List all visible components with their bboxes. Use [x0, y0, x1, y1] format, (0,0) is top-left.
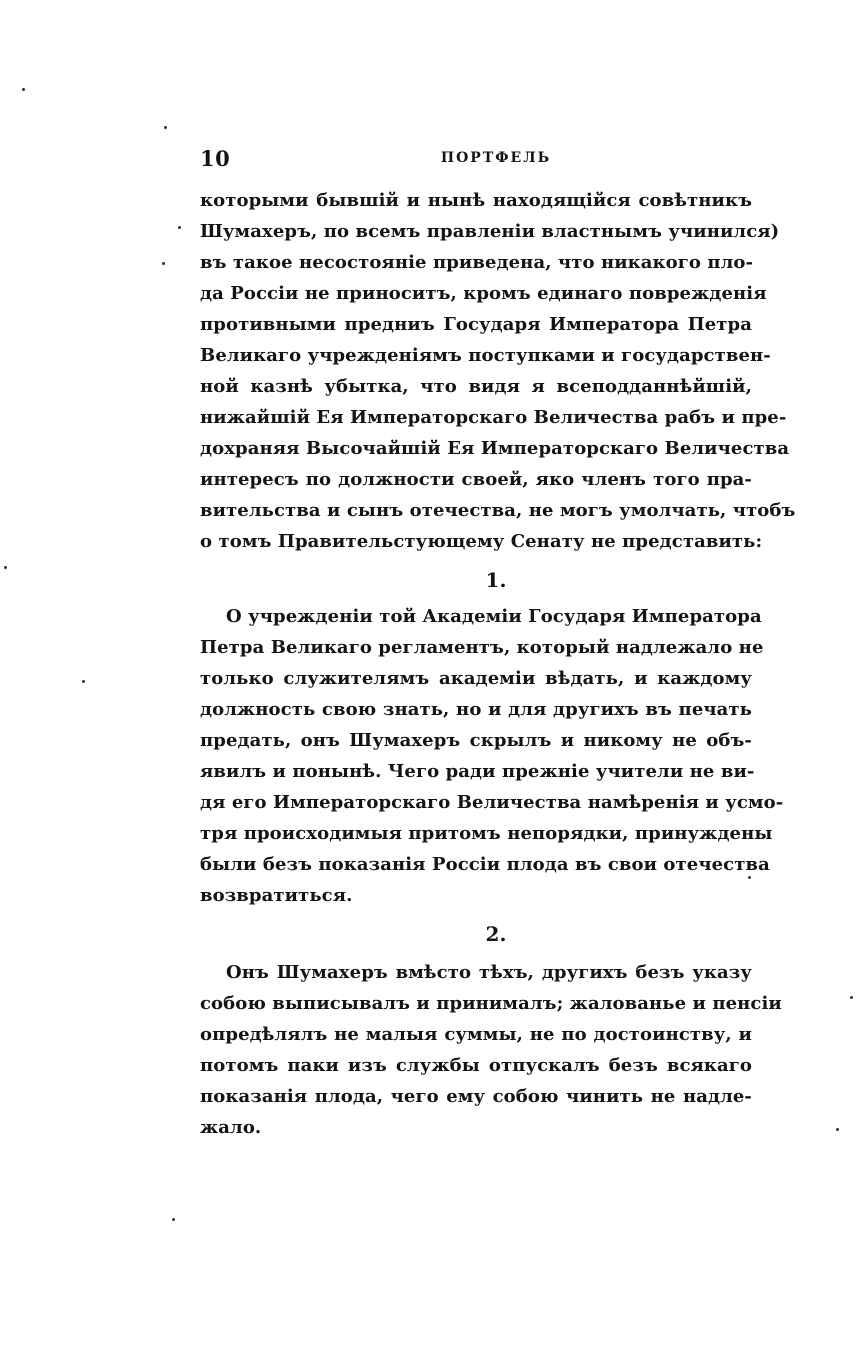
text-line: которыми бывшій и нынѣ находящійся совѣтникъ: [200, 190, 752, 211]
section-2-line: показанія плода, чего ему собою чинить не надле-: [200, 1086, 752, 1107]
section-2-line: потомъ паки изъ службы отпускалъ безъ всякаго: [200, 1055, 752, 1076]
scan-speck: [172, 1218, 175, 1221]
section-2-line: Онъ Шумахеръ вмѣсто тѣхъ, другихъ безъ указу: [226, 962, 752, 983]
section-1-line: явилъ и понынѣ. Чего ради прежніе учители не ви-: [200, 761, 755, 782]
section-1-line: Петра Великаго регламентъ, который надлежало не: [200, 637, 764, 658]
text-line: противными предниъ Государя Императора Петра: [200, 314, 752, 335]
section-1-line: предать, онъ Шумахеръ скрылъ и никому не объ-: [200, 730, 752, 751]
scan-speck: [164, 126, 167, 129]
section-2-line: собою выписывалъ и принималъ; жалованье и пенсіи: [200, 993, 782, 1014]
text-line: ной казнѣ убытка, что видя я всеподданнѣйшій,: [200, 376, 752, 397]
page-header: [200, 146, 756, 176]
text-line: о томъ Правительстующему Сенату не представить:: [200, 531, 763, 552]
section-2-line: жало.: [200, 1117, 262, 1138]
scan-speck: [4, 566, 7, 569]
text-line: въ такое несостояніе приведена, что никакого пло-: [200, 252, 754, 273]
section-1-line: дя его Императорскаго Величества намѣренія и усмо-: [200, 792, 784, 813]
text-line: Шумахеръ, по всемъ правленіи властнымъ учинился): [200, 221, 780, 242]
text-line: Великаго учрежденіямъ поступками и государствен-: [200, 345, 771, 366]
scan-speck: [22, 88, 25, 91]
scan-speck: [850, 996, 853, 999]
scan-speck: [178, 226, 181, 229]
text-line: интересъ по должности своей, яко членъ того пра-: [200, 469, 752, 490]
scan-speck: [836, 1128, 839, 1131]
section-1-line: возвратиться.: [200, 885, 353, 906]
running-title: ПОРТФЕЛЬ: [440, 150, 552, 166]
scan-speck: [748, 876, 751, 879]
section-number-1: 1.: [485, 568, 507, 592]
page-number: 10: [200, 146, 231, 171]
section-1-line: были безъ показанія Россіи плода въ свои отечества: [200, 854, 770, 875]
section-number-2: 2.: [485, 922, 507, 946]
section-1-line: О учрежденіи той Академіи Государя Императора: [226, 606, 762, 627]
text-line: вительства и сынъ отечества, не могъ умолчать, чтобъ: [200, 500, 796, 521]
text-line: дохраняя Высочайшій Ея Императорскаго Величества: [200, 438, 790, 459]
section-1-line: только служителямъ академіи вѣдать, и каждому: [200, 668, 752, 689]
section-2-line: опредѣлялъ не малыя суммы, не по достоинству, и: [200, 1024, 752, 1045]
text-line: да Россіи не приноситъ, кромъ единаго поврежденія: [200, 283, 767, 304]
scan-speck: [82, 680, 85, 683]
section-1-line: должность свою знать, но и для другихъ въ печать: [200, 699, 752, 720]
scan-speck: [162, 262, 165, 265]
text-line: нижайшій Ея Императорскаго Величества рабъ и пре-: [200, 407, 787, 428]
section-1-line: тря происходимыя притомъ непорядки, принуждены: [200, 823, 773, 844]
